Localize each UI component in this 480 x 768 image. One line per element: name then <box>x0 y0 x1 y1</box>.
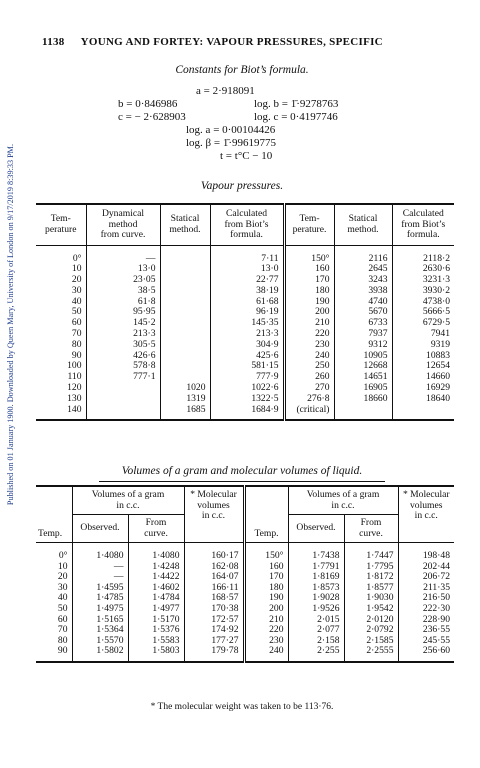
table-cell: 200 <box>244 604 288 615</box>
table-cell: 90 <box>57 645 68 657</box>
table-cell: 260 <box>284 372 334 383</box>
table-cell: 3243 <box>334 275 392 286</box>
table-cell: 245·55 <box>398 636 454 647</box>
table-cell: 0° <box>72 252 82 264</box>
table-cell: 7937 <box>334 329 392 340</box>
vapour-row <box>36 318 454 329</box>
table-cell: 10 <box>57 560 68 572</box>
volumes-row <box>36 604 454 615</box>
table-cell: 40 <box>71 295 82 307</box>
table-cell: 1·8573 <box>288 583 344 594</box>
title-rule <box>99 481 385 482</box>
table-cell: 61·68 <box>210 297 284 308</box>
volumes-row <box>36 646 454 662</box>
table-cell: 3938 <box>334 286 392 297</box>
constant-b: b = 0·846986 <box>118 98 178 110</box>
vapour-pressure-table <box>36 203 454 421</box>
table-cell <box>160 307 210 318</box>
download-watermark-text: Published on 01 January 1900. Downloaded by Queen Mary, University of London on 9/17/2019 8:39:33 PM. <box>5 144 15 506</box>
table-cell: 16905 <box>334 383 392 394</box>
table-cell <box>160 340 210 351</box>
table-cell: 1322·5 <box>210 394 284 405</box>
table-cell: 13·0 <box>210 264 284 275</box>
table-cell: 216·50 <box>398 593 454 604</box>
table-cell: 110 <box>67 371 82 383</box>
table-cell: — <box>72 562 128 573</box>
table-cell: 20 <box>57 571 68 583</box>
table-cell: 1·7438 <box>288 543 344 562</box>
table-cell: 1·4784 <box>128 593 184 604</box>
vapour-col-header: Tem- perature. <box>284 204 334 245</box>
table-cell: 220 <box>284 329 334 340</box>
volumes-col-curve: From curve. <box>344 515 398 543</box>
table-cell: 10883 <box>392 351 454 362</box>
table-cell: 276·8 <box>284 394 334 405</box>
table-cell: 1·4080 <box>128 543 184 562</box>
table-cell: 202·44 <box>398 562 454 573</box>
table-cell: 170 <box>284 275 334 286</box>
table-cell: 777·9 <box>210 372 284 383</box>
table-cell: 2·015 <box>288 615 344 626</box>
table-cell: 3231·3 <box>392 275 454 286</box>
table-cell <box>160 351 210 362</box>
table-cell <box>160 245 210 264</box>
running-title: YOUNG AND FORTEY: VAPOUR PRESSURES, SPECIFIC <box>80 36 383 48</box>
table-cell <box>160 275 210 286</box>
table-cell: 164·07 <box>184 572 244 583</box>
table-cell: 38·19 <box>210 286 284 297</box>
table-cell: 2·0120 <box>344 615 398 626</box>
table-cell: 40 <box>57 592 68 604</box>
table-cell: 1·4785 <box>72 593 128 604</box>
table-cell: 180 <box>244 583 288 594</box>
table-cell: 170 <box>244 572 288 583</box>
table-cell: 179·78 <box>184 646 244 662</box>
vapour-row <box>36 264 454 275</box>
table-cell: 5670 <box>334 307 392 318</box>
vapour-row <box>36 351 454 362</box>
table-cell: 9319 <box>392 340 454 351</box>
table-cell: 10905 <box>334 351 392 362</box>
volumes-col-gram: Volumes of a gram in c.c. <box>72 486 184 515</box>
table-cell: 1·8577 <box>344 583 398 594</box>
table-cell: 1·5802 <box>72 646 128 662</box>
table-cell: 1·4080 <box>72 543 128 562</box>
vapour-col-header: Calculated from Biot’s formula. <box>210 204 284 245</box>
volumes-col-observed: Observed. <box>72 515 128 543</box>
table-cell: 1·9028 <box>288 593 344 604</box>
table-cell: 50 <box>57 602 68 614</box>
table-cell: 1·5364 <box>72 625 128 636</box>
table-cell <box>334 405 392 421</box>
volumes-col-temp: Temp. <box>38 527 63 539</box>
vapour-row <box>36 361 454 372</box>
table-cell: 1020 <box>160 383 210 394</box>
constant-log-beta: log. β = 1̄·99619775 <box>186 137 277 149</box>
table-cell: 1·5570 <box>72 636 128 647</box>
table-cell: 14660 <box>392 372 454 383</box>
table-cell: 90 <box>71 349 82 361</box>
table-cell: 426·6 <box>86 351 160 362</box>
table-cell: 80 <box>57 634 68 646</box>
table-cell: 2·0792 <box>344 625 398 636</box>
table-cell: 174·92 <box>184 625 244 636</box>
table-cell: 1·4977 <box>128 604 184 615</box>
table-cell: 7·11 <box>210 245 284 264</box>
table-cell: 150° <box>284 245 334 264</box>
constants-title: Constants for Biot’s formula. <box>175 64 309 76</box>
volumes-row <box>36 543 454 562</box>
table-cell: 22·77 <box>210 275 284 286</box>
table-cell: 160 <box>244 562 288 573</box>
table-cell <box>86 394 160 405</box>
table-cell: 1·5376 <box>128 625 184 636</box>
table-cell: 1·4248 <box>128 562 184 573</box>
table-cell: 10 <box>71 263 82 275</box>
vapour-row <box>36 329 454 340</box>
table-cell: 1·9526 <box>288 604 344 615</box>
table-cell: 578·8 <box>86 361 160 372</box>
table-cell <box>86 383 160 394</box>
table-cell: 1·7795 <box>344 562 398 573</box>
table-cell: 2116 <box>334 245 392 264</box>
table-cell: 96·19 <box>210 307 284 318</box>
table-cell: 120 <box>67 382 82 394</box>
table-cell: 1022·6 <box>210 383 284 394</box>
table-cell: 240 <box>284 351 334 362</box>
table-cell: 61·8 <box>86 297 160 308</box>
table-cell: 18660 <box>334 394 392 405</box>
table-cell <box>160 361 210 372</box>
table-cell: 1·9030 <box>344 593 398 604</box>
table-cell: 1685 <box>160 405 210 421</box>
table-cell: 5666·5 <box>392 307 454 318</box>
table-cell: 1684·9 <box>210 405 284 421</box>
table-cell: 160 <box>284 264 334 275</box>
table-cell: 304·9 <box>210 340 284 351</box>
table-cell: 150° <box>244 543 288 562</box>
table-cell: 1·8169 <box>288 572 344 583</box>
table-cell: 6733 <box>334 318 392 329</box>
table-cell: 236·55 <box>398 625 454 636</box>
volumes-col-curve: From curve. <box>128 515 184 543</box>
constant-c: c = − 2·628903 <box>118 111 186 123</box>
vapour-row <box>36 383 454 394</box>
table-cell: 425·6 <box>210 351 284 362</box>
table-cell: 18640 <box>392 394 454 405</box>
table-cell: 60 <box>57 613 68 625</box>
table-cell: 1·5803 <box>128 646 184 662</box>
table-cell: 9312 <box>334 340 392 351</box>
vapour-col-header: Dynamical method from curve. <box>86 204 160 245</box>
table-cell: 222·30 <box>398 604 454 615</box>
table-cell: 177·27 <box>184 636 244 647</box>
table-cell: 256·60 <box>398 646 454 662</box>
table-cell: 305·5 <box>86 340 160 351</box>
table-cell: 581·15 <box>210 361 284 372</box>
table-cell: 14651 <box>334 372 392 383</box>
table-cell: 70 <box>57 624 68 636</box>
table-cell: 270 <box>284 383 334 394</box>
constant-log-c: log. c = 0·4197746 <box>254 111 338 123</box>
table-cell: 2645 <box>334 264 392 275</box>
vapour-row <box>36 340 454 351</box>
table-cell: 162·08 <box>184 562 244 573</box>
table-cell <box>86 405 160 421</box>
vapour-row <box>36 245 454 264</box>
vapour-row <box>36 307 454 318</box>
constant-log-b: log. b = 1̄·9278763 <box>254 98 339 110</box>
table-cell: 250 <box>284 361 334 372</box>
table-cell: 210 <box>244 615 288 626</box>
volumes-col-molecular: * Molecular volumes in c.c. <box>398 486 454 543</box>
table-cell: 2·1585 <box>344 636 398 647</box>
vapour-row <box>36 394 454 405</box>
page <box>22 0 462 768</box>
table-cell: 7941 <box>392 329 454 340</box>
table-cell: 1·5165 <box>72 615 128 626</box>
table-cell: 211·35 <box>398 583 454 594</box>
table-cell: 2·077 <box>288 625 344 636</box>
table-cell: 4738·0 <box>392 297 454 308</box>
constant-a: a = 2·918091 <box>196 85 255 97</box>
vapour-col-header: Tem- perature <box>45 213 77 235</box>
table-cell <box>160 297 210 308</box>
table-cell: 2·158 <box>288 636 344 647</box>
table-cell: 20 <box>71 274 82 286</box>
volumes-col-observed: Observed. <box>288 515 344 543</box>
volumes-title: Volumes of a gram and molecular volumes of liquid. <box>121 465 363 477</box>
table-cell: 172·57 <box>184 615 244 626</box>
table-cell: 1·4975 <box>72 604 128 615</box>
table-cell: 210 <box>284 318 334 329</box>
table-cell: 228·90 <box>398 615 454 626</box>
table-cell: 777·1 <box>86 372 160 383</box>
table-cell: 170·38 <box>184 604 244 615</box>
table-cell <box>392 405 454 421</box>
vapour-col-header: Statical method. <box>334 204 392 245</box>
volumes-col-temp: Temp. <box>244 486 288 543</box>
table-cell <box>160 329 210 340</box>
table-cell: 30 <box>71 284 82 296</box>
table-cell <box>160 286 210 297</box>
table-cell: 6729·5 <box>392 318 454 329</box>
table-cell: — <box>86 245 160 264</box>
table-cell: 200 <box>284 307 334 318</box>
table-cell: 140 <box>67 403 82 415</box>
table-cell: (critical) <box>284 405 334 421</box>
table-cell: 220 <box>244 625 288 636</box>
footnote: * The molecular weight was taken to be 113·76. <box>150 702 334 712</box>
table-cell: 160·17 <box>184 543 244 562</box>
vapour-row <box>36 297 454 308</box>
table-cell: 1·5170 <box>128 615 184 626</box>
table-cell: 190 <box>244 593 288 604</box>
table-cell: 230 <box>284 340 334 351</box>
table-cell: 1319 <box>160 394 210 405</box>
table-cell: 50 <box>71 306 82 318</box>
table-cell <box>160 264 210 275</box>
table-cell: 198·48 <box>398 543 454 562</box>
vapour-col-header: Calculated from Biot’s formula. <box>392 204 454 245</box>
table-cell: 130 <box>67 392 82 404</box>
table-cell: 12668 <box>334 361 392 372</box>
vapour-col-header: Statical method. <box>160 204 210 245</box>
table-cell: 166·11 <box>184 583 244 594</box>
volumes-col-molecular: * Molecular volumes in c.c. <box>184 486 244 543</box>
table-cell: 168·57 <box>184 593 244 604</box>
table-cell: 190 <box>284 297 334 308</box>
vapour-row <box>36 405 454 421</box>
table-cell: 206·72 <box>398 572 454 583</box>
table-cell: 213·3 <box>210 329 284 340</box>
table-cell: 4740 <box>334 297 392 308</box>
table-cell: 70 <box>71 328 82 340</box>
volumes-title-block <box>22 465 462 482</box>
table-cell: 1·4422 <box>128 572 184 583</box>
table-cell: 1·7791 <box>288 562 344 573</box>
download-watermark <box>4 30 16 620</box>
table-cell: 95·95 <box>86 307 160 318</box>
constant-log-a: log. a = 0·00104426 <box>186 124 276 136</box>
table-cell: 2·255 <box>288 646 344 662</box>
table-cell: 1·9542 <box>344 604 398 615</box>
table-cell: 16929 <box>392 383 454 394</box>
vapour-row <box>36 372 454 383</box>
table-cell: 2630·6 <box>392 264 454 275</box>
table-cell: 2118·2 <box>392 245 454 264</box>
table-cell: 1·5583 <box>128 636 184 647</box>
running-header <box>42 36 462 48</box>
table-cell: 1·4602 <box>128 583 184 594</box>
table-cell: 100 <box>67 360 82 372</box>
table-cell: 38·5 <box>86 286 160 297</box>
table-cell: 180 <box>284 286 334 297</box>
table-cell: 1·4595 <box>72 583 128 594</box>
constant-t: t = t°C − 10 <box>220 150 273 162</box>
table-cell: 80 <box>71 338 82 350</box>
vapour-row <box>36 275 454 286</box>
vapour-row <box>36 286 454 297</box>
table-cell: 2·2555 <box>344 646 398 662</box>
volumes-table <box>36 485 454 663</box>
table-cell: — <box>72 572 128 583</box>
table-cell: 240 <box>244 646 288 662</box>
table-cell: 60 <box>71 317 82 329</box>
table-cell: 3930·2 <box>392 286 454 297</box>
table-cell: 230 <box>244 636 288 647</box>
table-cell: 0° <box>58 550 68 561</box>
table-cell: 145·35 <box>210 318 284 329</box>
vapour-header-row <box>36 204 454 245</box>
page-number: 1138 <box>42 36 65 48</box>
table-cell: 12654 <box>392 361 454 372</box>
volumes-col-gram: Volumes of a gram in c.c. <box>288 486 398 515</box>
table-cell: 23·05 <box>86 275 160 286</box>
table-cell: 213·3 <box>86 329 160 340</box>
vapour-title: Vapour pressures. <box>200 180 284 192</box>
table-cell: 1·8172 <box>344 572 398 583</box>
table-cell: 30 <box>57 581 68 593</box>
table-cell: 145·2 <box>86 318 160 329</box>
table-cell: 13·0 <box>86 264 160 275</box>
table-cell <box>160 318 210 329</box>
table-cell: 1·7447 <box>344 543 398 562</box>
